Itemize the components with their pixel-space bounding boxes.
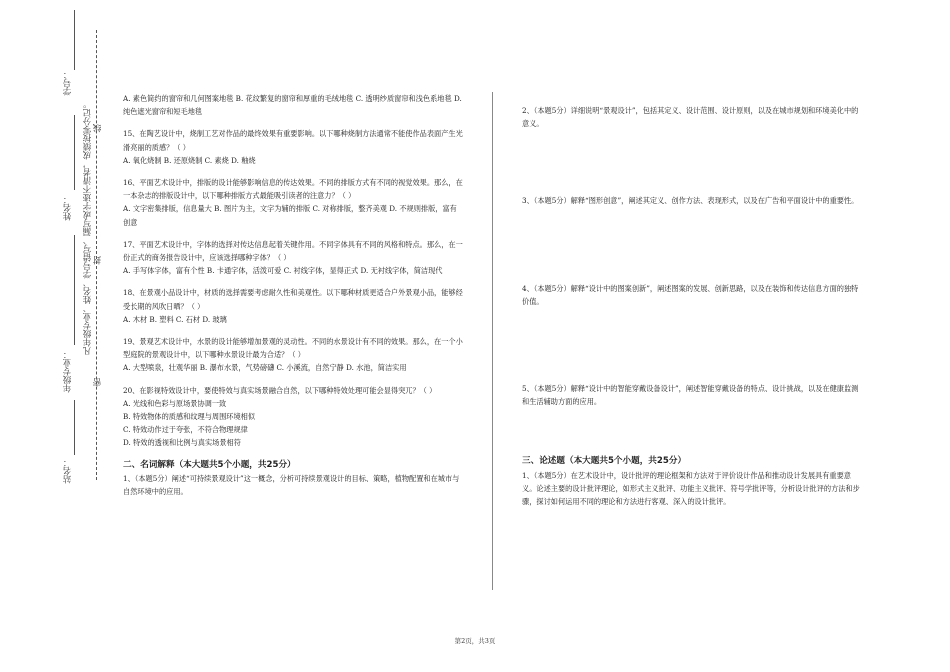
- margin-id-label: 学号：: [63, 70, 73, 96]
- margin-underline-1: [74, 10, 75, 70]
- q18-stem: 18、在景观小品设计中，材质的选择需要考虑耐久性和美观性。以下哪种材质更适合户外景观小品，能够经受长期的风吹日晒？（ ）: [123, 288, 463, 311]
- s2-q1: 1、（本题5分）阐述“可持续景观设计”这一概念，分析可持续景观设计的目标、策略，植物配置和在城市与自然环境中的应用。: [123, 473, 460, 497]
- q20-option-b: B. 特效物体的质感和纹理与周围环境相似: [123, 412, 256, 422]
- q17-stem: 17、平面艺术设计中，字体的选择对传达信息起着关键作用。不同字体具有不同的风格和特点。那么，在一份正式的商务报告设计中，应该选择哪种字体？（ ）: [123, 239, 463, 263]
- column-separator: [492, 92, 493, 590]
- margin-underline-2: [74, 115, 75, 190]
- q20-option-c: C. 特效动作过于夸张，不符合物理规律: [123, 425, 248, 435]
- q20-option-a: A. 光线和色彩与原场景协调一致: [123, 398, 227, 408]
- page-footer: 第2页，共3页: [454, 637, 496, 645]
- margin-seal-mi: 密: [93, 378, 103, 387]
- q19-stem: 19、景观艺术设计中，水景的设计能够增加景观的灵动性。不同的水景设计有不同的效果。那么，在一个小型庭院的景观设计中，以下哪种水景设计最为合适？（ ）: [123, 337, 463, 360]
- s3-q1: 1、（本题5分）在艺术设计中，设计批评的理论框架和方法对于评价设计作品和推动设计发展具有重要意义。论述主要的设计批评理论，如形式主义批评、功能主义批评、符号学批评等，分析设计批评的方法和步骤，探讨如何运用不同的理论和方法进行客观、深入的设计批评。: [522, 470, 860, 507]
- q16-stem: 16、平面艺术设计中，排版的设计能够影响信息的传达效果。不同的排版方式有不同的视觉效果。那么，在一本杂志的排版设计中，以下哪种排版方式最能吸引读者的注意力？（ ）: [123, 178, 463, 201]
- section3-title: 三、论述题（本大题共5个小题，共25分）: [522, 456, 687, 467]
- left-column: [123, 92, 463, 498]
- q19-options: A. 大型喷泉，壮观华丽 B. 瀑布水景，气势磅礴 C. 小溪流，自然宁静 D. 水池，简洁实用: [123, 363, 407, 373]
- margin-school-label: 站名：: [63, 458, 73, 484]
- q15-options: A. 氧化烧制 B. 还原烧制 C. 素烧 D. 釉烧: [123, 155, 256, 165]
- q16-options: A. 文字密集排版，信息量大 B. 图片为主，文字为辅的排版 C. 对称排版，整齐美观 D. 不规则排版，富有创意: [123, 204, 457, 227]
- right-column: [522, 104, 860, 508]
- q20-option-d: D. 特效的透视和比例与真实场景相符: [123, 438, 241, 448]
- q15-stem: 15、在陶艺设计中，烧制工艺对作品的最终效果有重要影响。以下哪种烧制方法通常不能使作品表面产生光滑亮丽的质感？（ ）: [123, 129, 463, 152]
- q17-options: A. 手写体字体，富有个性 B. 卡通字体，活泼可爱 C. 衬线字体，显得正式 D. 无衬线字体，简洁现代: [123, 266, 443, 276]
- s2-q5: 5、（本题5分）解释“设计中的智能穿戴设备设计”，阐述智能穿戴设备的特点、设计挑战，以及在健康监测和生活辅助方面的应用。: [522, 384, 859, 407]
- q14-options: A. 素色简约的窗帘和几何图案地毯 B. 花纹繁复的窗帘和厚重的毛绒地毯 C. 透明纱质窗帘和浅色系地毯 D. 纯色遮光窗帘和短毛地毯: [123, 94, 462, 117]
- margin-name-label: 姓名：: [63, 195, 73, 221]
- q18-options: A. 木材 B. 塑料 C. 石材 D. 玻璃: [123, 314, 227, 324]
- binding-dashed-line: [96, 30, 97, 480]
- margin-class-label: 年级专业：: [63, 350, 73, 393]
- margin-seal-feng: 封: [93, 256, 103, 265]
- s2-q4: 4、（本题5分）解释“设计中的图案创新”，阐述图案的发展、创新思路，以及在装饰和传达信息方面的独特价值。: [522, 283, 859, 306]
- s2-q2: 2、（本题5分）详细说明“景观设计”，包括其定义、设计范围、设计原则，以及在城市规划和环境美化中的意义。: [522, 106, 859, 129]
- q20-stem: 20、在影视特效设计中，要使特效与真实场景融合自然，以下哪种特效处理可能会显得突兀？（ ）: [123, 385, 437, 395]
- margin-seal-xian: 线: [93, 124, 103, 133]
- margin-warning: 凡年级专业、姓名、学号错写、漏写或字迹不清者，成绩按零分记。: [83, 100, 93, 355]
- s2-q3: 3、（本题5分）解释“图形创意”，阐述其定义、创作方法、表现形式，以及在广告和平面设计中的重要性。: [522, 196, 859, 206]
- margin-underline-4: [74, 400, 75, 455]
- section2-title: 二、名词解释（本大题共5个小题，共25分）: [123, 459, 296, 470]
- margin-underline-3: [74, 235, 75, 345]
